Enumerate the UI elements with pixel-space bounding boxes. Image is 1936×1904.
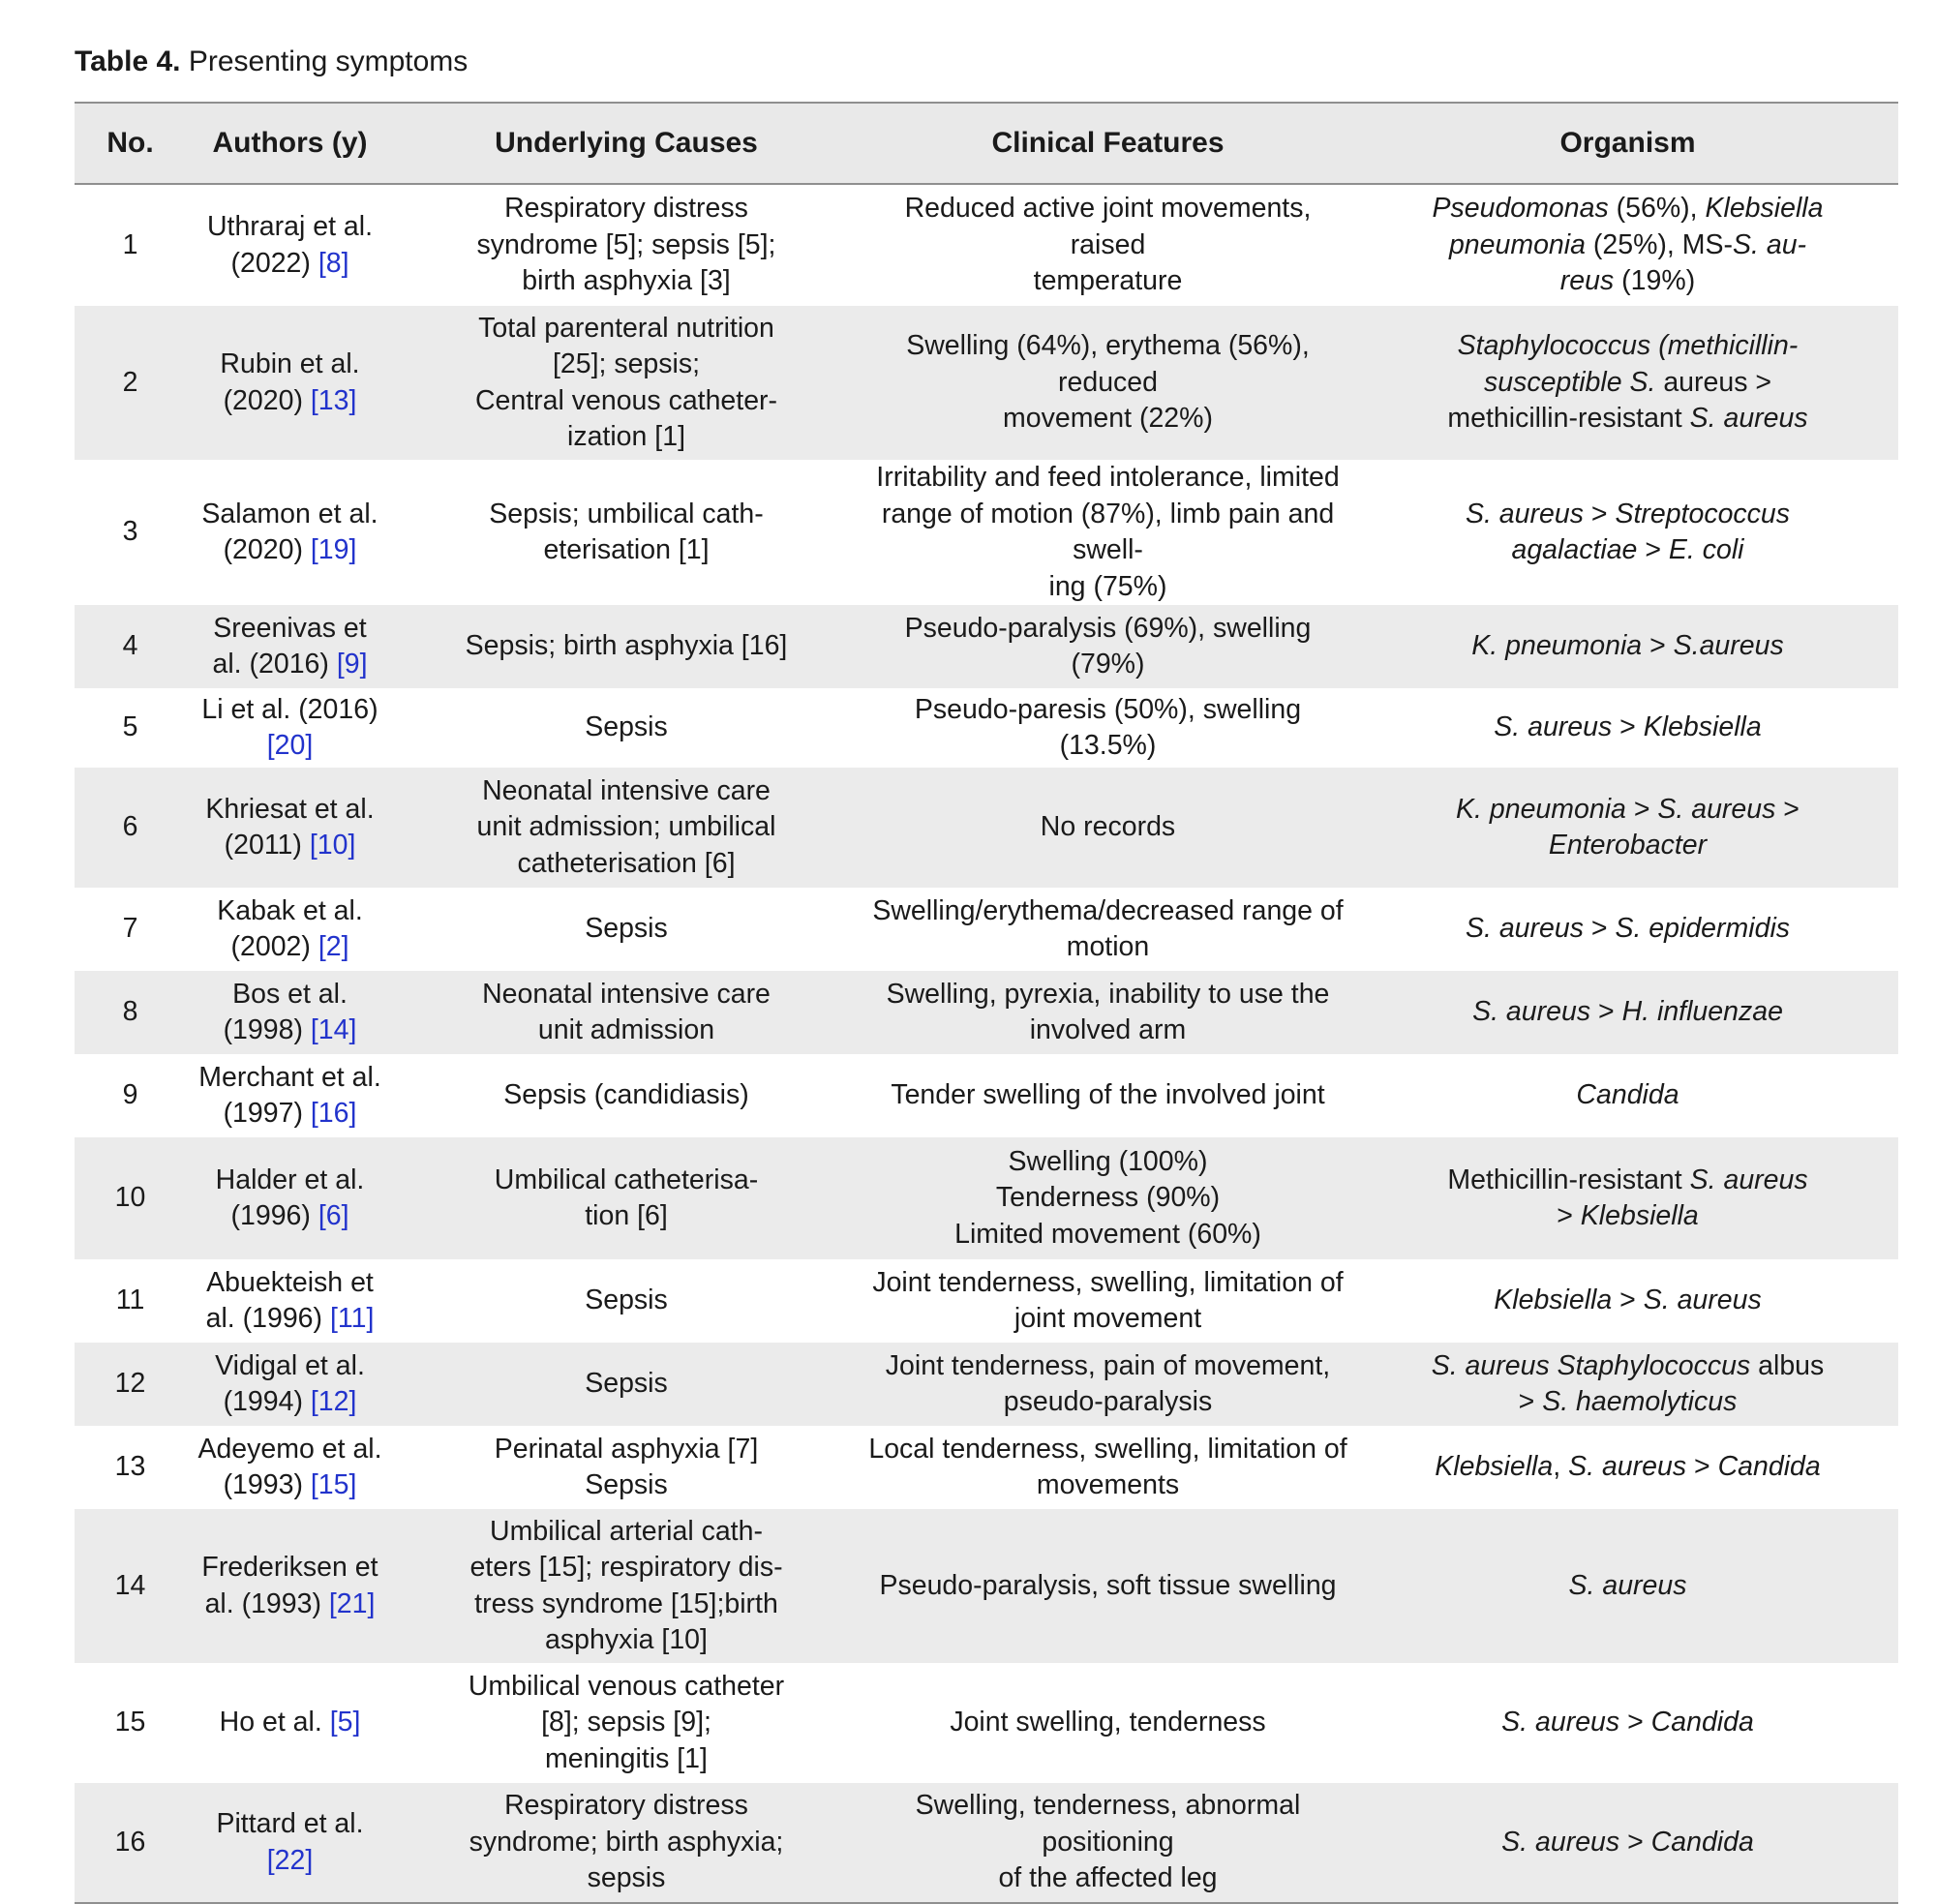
feature-line: Pseudo-paralysis, soft tissue swelling	[879, 1569, 1337, 1601]
organism-name-italic: pneumonia	[1448, 228, 1586, 260]
cause-line: ization [1]	[567, 421, 685, 452]
reference-link[interactable]: [21]	[328, 1587, 376, 1619]
author-cell	[186, 306, 394, 460]
symptoms-table	[75, 102, 1898, 1904]
organism-cell	[1357, 1137, 1898, 1259]
organism-text: >	[1625, 793, 1658, 825]
author-cell	[186, 1783, 394, 1903]
organism-name-italic: S. aureus	[1465, 913, 1584, 945]
organism-cell	[1357, 1426, 1898, 1509]
organism-name-italic: Enterobacter	[1548, 830, 1708, 861]
cause-line: Sepsis	[585, 711, 668, 743]
cause-line: Umbilical arterial cath-	[490, 1515, 763, 1547]
organism-name-italic: reus	[1559, 265, 1615, 297]
author-cell	[186, 184, 394, 306]
author-cell	[186, 1259, 394, 1343]
organism-line	[1367, 401, 1889, 438]
cause-line: Respiratory distress	[504, 1790, 748, 1822]
clinical-features-cell	[859, 971, 1357, 1054]
organism-line	[1367, 1384, 1889, 1421]
underlying-causes-cell	[394, 184, 859, 306]
organism-name-italic: S. aureus	[1501, 1826, 1620, 1858]
feature-line: joint movement	[1013, 1303, 1202, 1334]
organism-text: >	[1518, 1386, 1543, 1417]
cause-line: Respiratory distress	[504, 193, 748, 225]
author-name: Merchant et al. (1997)	[198, 1061, 381, 1129]
organism-cell	[1357, 1259, 1898, 1343]
underlying-causes-cell	[394, 1137, 859, 1259]
table-row	[75, 1426, 1898, 1509]
reference-link[interactable]: [20]	[266, 730, 314, 761]
organism-text: >	[1686, 1451, 1718, 1483]
cause-line: Neonatal intensive care	[482, 774, 771, 806]
cause-line: sepsis	[587, 1862, 666, 1894]
header-organism: Organism	[1357, 103, 1898, 184]
feature-line: Irritability and feed intolerance, limited	[876, 462, 1340, 493]
row-number: 1	[122, 228, 138, 260]
organism-line	[1367, 828, 1889, 864]
row-number: 10	[75, 1137, 186, 1259]
author-name: Uthraraj et al. (2022)	[206, 211, 374, 279]
organism-cell	[1357, 888, 1898, 971]
row-number: 12	[75, 1343, 186, 1426]
table-row	[75, 888, 1898, 971]
organism-name-italic: Pseudomonas	[1432, 193, 1609, 225]
underlying-causes-cell	[394, 460, 859, 605]
table-header	[75, 103, 1898, 184]
underlying-causes-cell	[394, 888, 859, 971]
organism-cell	[1357, 184, 1898, 306]
organism-line	[1367, 532, 1889, 569]
author-cell	[186, 1137, 394, 1259]
reference-link[interactable]: [9]	[336, 649, 368, 680]
author-name: Bos et al. (1998)	[223, 978, 348, 1045]
reference-link[interactable]: [14]	[310, 1014, 357, 1045]
cause-line: syndrome [5]; sepsis [5];	[476, 228, 776, 260]
organism-text: >	[1583, 498, 1616, 529]
reference-link[interactable]: [11]	[329, 1303, 375, 1334]
reference-link[interactable]: [5]	[329, 1707, 361, 1738]
cause-line: Neonatal intensive care	[482, 978, 771, 1010]
header-row	[75, 103, 1898, 184]
feature-line: range of motion (87%), limb pain and swell-	[881, 498, 1335, 565]
organism-name-italic: Candida	[1576, 1079, 1679, 1111]
organism-text: >	[1619, 1826, 1651, 1858]
cause-line: birth asphyxia [3]	[522, 265, 731, 297]
reference-link[interactable]: [15]	[310, 1469, 357, 1500]
feature-line: Pseudo-paresis (50%), swelling (13.5%)	[914, 693, 1302, 761]
organism-line	[1367, 1825, 1889, 1861]
cause-line: [8]; sepsis [9];	[541, 1707, 711, 1738]
organism-text: >	[1583, 913, 1616, 945]
organism-name-italic: Klebsiella	[1580, 1200, 1699, 1231]
symptoms-table-container	[75, 102, 1898, 1904]
clinical-features-cell	[859, 688, 1357, 768]
organism-line	[1367, 365, 1889, 402]
table-row	[75, 1137, 1898, 1259]
organism-line	[1367, 1283, 1889, 1319]
author-cell	[186, 1054, 394, 1137]
organism-name-italic: Candida	[1717, 1451, 1821, 1483]
reference-link[interactable]: [2]	[318, 931, 349, 962]
author-cell	[186, 1509, 394, 1663]
clinical-features-cell	[859, 1509, 1357, 1663]
author-name: Sreenivas et al. (2016)	[212, 612, 367, 680]
table-caption-text: Presenting symptoms	[188, 45, 469, 77]
organism-name-italic: susceptible S.	[1483, 366, 1656, 398]
organism-name-italic: S. aureus	[1568, 1451, 1687, 1483]
organism-name-italic: Klebsiella	[1643, 711, 1762, 743]
author-cell	[186, 1343, 394, 1426]
author-name: Li et al. (2016)	[201, 693, 378, 725]
cause-line: catheterisation [6]	[517, 847, 736, 879]
organism-name-italic: Staphylococcus (methicillin-	[1457, 330, 1799, 362]
row-number: 3	[122, 516, 138, 548]
author-name: Kabak et al. (2002)	[217, 894, 363, 962]
reference-link[interactable]: [8]	[318, 247, 349, 279]
cause-line: Sepsis	[585, 1469, 668, 1500]
author-cell	[186, 1426, 394, 1509]
organism-text: >	[1557, 1200, 1581, 1231]
cause-line: tion [6]	[585, 1200, 668, 1231]
feature-line: Swelling, tenderness, abnormal positioning	[915, 1790, 1301, 1858]
organism-cell	[1357, 605, 1898, 688]
feature-line: motion	[1066, 931, 1150, 962]
organism-text: >	[1637, 534, 1669, 565]
author-cell	[186, 888, 394, 971]
cause-line: Umbilical venous catheter	[468, 1670, 785, 1702]
feature-line: Pseudo-paralysis (69%), swelling (79%)	[904, 612, 1312, 680]
organism-cell	[1357, 1343, 1898, 1426]
clinical-features-cell	[859, 1054, 1357, 1137]
feature-line: movement (22%)	[1003, 403, 1213, 435]
author-name: Pittard et al.	[216, 1808, 364, 1839]
feature-line: Limited movement (60%)	[954, 1218, 1261, 1250]
row-number: 7	[122, 913, 138, 945]
cause-line: Perinatal asphyxia [7]	[494, 1433, 759, 1465]
underlying-causes-cell	[394, 605, 859, 688]
organism-line	[1367, 191, 1889, 227]
clinical-features-cell	[859, 1783, 1357, 1903]
organism-cell	[1357, 1783, 1898, 1903]
table-row	[75, 971, 1898, 1054]
organism-name-italic: S. aureus	[1472, 996, 1591, 1028]
row-number: 4	[75, 605, 186, 688]
author-name: Salamon et al. (2020)	[201, 498, 378, 565]
table-row	[75, 460, 1898, 605]
cause-line: syndrome; birth asphyxia;	[469, 1826, 784, 1858]
table-body	[75, 184, 1898, 1903]
clinical-features-cell	[859, 1663, 1357, 1783]
organism-cell	[1357, 460, 1898, 605]
organism-name-italic: agalactiae	[1511, 534, 1638, 565]
feature-line: involved arm	[1029, 1014, 1187, 1045]
table-row	[75, 605, 1898, 688]
feature-line: Joint swelling, tenderness	[950, 1707, 1266, 1738]
feature-line: Joint tenderness, pain of movement,	[885, 1349, 1331, 1381]
organism-cell	[1357, 1054, 1898, 1137]
clinical-features-cell	[859, 1137, 1357, 1259]
organism-text: >	[1612, 711, 1644, 743]
feature-line: pseudo-paralysis	[1003, 1386, 1213, 1417]
clinical-features-cell	[859, 768, 1357, 888]
organism-name-italic: K. pneumonia	[1471, 630, 1643, 662]
underlying-causes-cell	[394, 1054, 859, 1137]
organism-cell	[1357, 1509, 1898, 1663]
organism-line	[1367, 328, 1889, 365]
underlying-causes-cell	[394, 1509, 859, 1663]
organism-name-italic: S. aureus Staphylococcus	[1431, 1349, 1751, 1381]
clinical-features-cell	[859, 1343, 1357, 1426]
organism-name-italic: S. au-	[1733, 228, 1807, 260]
feature-line: Swelling, pyrexia, inability to use the	[886, 978, 1330, 1010]
underlying-causes-cell	[394, 768, 859, 888]
organism-text: >	[1642, 630, 1674, 662]
reference-link[interactable]: [12]	[310, 1386, 357, 1417]
author-cell	[186, 460, 394, 605]
cause-line: Umbilical catheterisa-	[494, 1164, 759, 1195]
row-number: 6	[75, 768, 186, 888]
feature-line: of the affected leg	[998, 1862, 1218, 1894]
organism-line	[1367, 263, 1889, 300]
organism-line	[1367, 1449, 1889, 1486]
organism-line	[1367, 1198, 1889, 1235]
organism-text: (56%),	[1608, 193, 1706, 225]
feature-line: Local tenderness, swelling, limitation of	[868, 1433, 1347, 1465]
organism-line	[1367, 1568, 1889, 1605]
cause-line: [25]; sepsis;	[552, 348, 701, 379]
author-name: Vidigal et al. (1994)	[215, 1349, 365, 1417]
cause-line: eters [15]; respiratory dis-	[469, 1552, 783, 1583]
organism-cell	[1357, 971, 1898, 1054]
organism-name-italic: S. aureus	[1501, 1707, 1620, 1738]
organism-line	[1367, 1705, 1889, 1741]
organism-name-italic: K. pneumonia	[1456, 793, 1626, 825]
header-authors: Authors (y)	[186, 103, 394, 184]
cause-line: Central venous catheter-	[474, 384, 778, 416]
clinical-features-cell	[859, 888, 1357, 971]
organism-text: >	[1775, 793, 1800, 825]
organism-line	[1367, 497, 1889, 533]
table-row	[75, 1343, 1898, 1426]
row-number: 5	[122, 711, 138, 743]
organism-name-italic: S. haemolyticus	[1542, 1386, 1738, 1417]
cause-line: asphyxia [10]	[545, 1624, 708, 1655]
underlying-causes-cell	[394, 1343, 859, 1426]
organism-text: >	[1619, 1707, 1651, 1738]
cause-line: unit admission	[537, 1014, 715, 1045]
header-underlying-causes: Underlying Causes	[394, 103, 859, 184]
organism-name-italic: H. influenzae	[1621, 996, 1783, 1028]
cause-line: Sepsis; birth asphyxia [16]	[465, 630, 788, 662]
cause-line: Sepsis	[585, 1368, 668, 1400]
reference-link[interactable]: [13]	[310, 384, 357, 416]
table-row	[75, 1054, 1898, 1137]
organism-text: (19%)	[1614, 265, 1696, 297]
organism-name-italic: Klebsiella	[1494, 1284, 1613, 1316]
organism-name-italic: S. epidermidis	[1615, 913, 1791, 945]
cause-line: meningitis [1]	[545, 1742, 708, 1774]
author-name: Halder et al. (1996)	[215, 1164, 365, 1231]
organism-name-italic: S. aureus	[1657, 793, 1776, 825]
organism-cell	[1357, 306, 1898, 460]
table-row	[75, 688, 1898, 768]
cause-line: Total parenteral nutrition	[478, 312, 774, 344]
organism-name-italic: S. aureus	[1643, 1284, 1762, 1316]
cause-line: Sepsis	[585, 913, 668, 945]
author-cell	[186, 1663, 394, 1783]
organism-name-italic: S.aureus	[1673, 630, 1784, 662]
underlying-causes-cell	[394, 1663, 859, 1783]
author-name: Adeyemo et al. (1993)	[197, 1433, 382, 1500]
clinical-features-cell	[859, 460, 1357, 605]
organism-line	[1367, 1163, 1889, 1199]
reference-link[interactable]: [10]	[309, 830, 356, 861]
organism-name-italic: S. aureus	[1494, 711, 1613, 743]
organism-line	[1367, 628, 1889, 665]
author-cell	[186, 768, 394, 888]
organism-text: Methicillin-resistant	[1447, 1164, 1690, 1195]
row-number: 15	[114, 1707, 146, 1738]
organism-name-italic: S. aureus	[1568, 1569, 1687, 1601]
organism-line	[1367, 1077, 1889, 1114]
table-row	[75, 768, 1898, 888]
organism-line	[1367, 710, 1889, 746]
table-row	[75, 1259, 1898, 1343]
cause-line: unit admission; umbilical	[476, 811, 776, 843]
table-row	[75, 306, 1898, 460]
organism-name-italic: Streptococcus	[1615, 498, 1791, 529]
reference-link[interactable]: [22]	[266, 1844, 314, 1876]
feature-line: Tender swelling of the involved joint	[891, 1079, 1325, 1111]
row-number: 13	[114, 1451, 146, 1483]
organism-cell	[1357, 1663, 1898, 1783]
organism-text: >	[1612, 1284, 1644, 1316]
row-number: 14	[75, 1509, 186, 1663]
reference-link[interactable]: [19]	[310, 534, 357, 565]
underlying-causes-cell	[394, 1259, 859, 1343]
author-cell	[186, 688, 394, 768]
organism-name-italic: Candida	[1650, 1826, 1754, 1858]
feature-line: Swelling (100%)	[1008, 1145, 1208, 1177]
table-caption-label: Table 4.	[75, 45, 181, 77]
cause-line: Sepsis (candidiasis)	[503, 1079, 749, 1111]
organism-text: aureus >	[1655, 366, 1772, 398]
header-clinical-features: Clinical Features	[859, 103, 1357, 184]
organism-line	[1367, 792, 1889, 829]
feature-line: Reduced active joint movements, raised	[904, 193, 1312, 260]
feature-line: movements	[1036, 1469, 1180, 1500]
header-no: No.	[75, 103, 186, 184]
author-name: Frederiksen et al. (1993)	[201, 1552, 378, 1619]
clinical-features-cell	[859, 184, 1357, 306]
organism-line	[1367, 227, 1889, 264]
underlying-causes-cell	[394, 1426, 859, 1509]
table-row	[75, 1663, 1898, 1783]
feature-line: Joint tenderness, swelling, limitation of	[872, 1266, 1344, 1298]
row-number: 2	[75, 306, 186, 460]
table-caption	[75, 43, 468, 81]
table-row	[75, 1509, 1898, 1663]
organism-name-italic: Klebsiella	[1705, 193, 1824, 225]
cause-line: Sepsis	[585, 1284, 668, 1316]
feature-line: Swelling/erythema/decreased range of	[872, 894, 1344, 926]
organism-text: >	[1590, 996, 1622, 1028]
organism-text: (25%), MS-	[1585, 228, 1733, 260]
row-number: 11	[115, 1284, 145, 1316]
author-name: Rubin et al. (2020)	[220, 348, 360, 416]
clinical-features-cell	[859, 1259, 1357, 1343]
reference-link[interactable]: [6]	[318, 1200, 349, 1231]
table-row	[75, 1783, 1898, 1903]
organism-line	[1367, 911, 1889, 948]
reference-link[interactable]: [16]	[310, 1098, 357, 1129]
organism-name-italic: S. aureus	[1465, 498, 1584, 529]
organism-line	[1367, 1348, 1889, 1385]
feature-line: temperature	[1033, 265, 1183, 297]
organism-cell	[1357, 768, 1898, 888]
underlying-causes-cell	[394, 306, 859, 460]
organism-name-italic: S. aureus	[1689, 1164, 1808, 1195]
author-name: Abuekteish et al. (1996)	[205, 1266, 374, 1334]
clinical-features-cell	[859, 605, 1357, 688]
underlying-causes-cell	[394, 971, 859, 1054]
feature-line: Tenderness (90%)	[995, 1182, 1221, 1214]
table-row	[75, 184, 1898, 306]
author-cell	[186, 971, 394, 1054]
clinical-features-cell	[859, 1426, 1357, 1509]
author-name: Khriesat et al. (2011)	[205, 793, 375, 861]
organism-line	[1367, 994, 1889, 1031]
organism-text: albus	[1750, 1349, 1825, 1381]
organism-name-italic: Candida	[1650, 1707, 1754, 1738]
row-number: 16	[75, 1783, 186, 1903]
cause-line: Sepsis; umbilical cath-	[489, 498, 764, 529]
feature-line: No records	[1040, 811, 1176, 843]
organism-name-italic: S. aureus	[1689, 403, 1808, 435]
feature-line: ing (75%)	[1048, 570, 1167, 602]
organism-cell	[1357, 688, 1898, 768]
row-number: 9	[122, 1079, 138, 1111]
cause-line: tress syndrome [15];birth	[474, 1587, 778, 1619]
underlying-causes-cell	[394, 688, 859, 768]
row-number: 8	[75, 971, 186, 1054]
organism-text: ,	[1553, 1451, 1569, 1483]
author-name: Ho et al.	[219, 1707, 322, 1738]
clinical-features-cell	[859, 306, 1357, 460]
underlying-causes-cell	[394, 1783, 859, 1903]
cause-line: eterisation [1]	[543, 534, 710, 565]
organism-name-italic: Klebsiella	[1435, 1451, 1554, 1483]
feature-line: Swelling (64%), erythema (56%), reduced	[906, 330, 1310, 398]
author-cell	[186, 605, 394, 688]
organism-name-italic: E. coli	[1668, 534, 1744, 565]
organism-text: methicillin-resistant	[1447, 403, 1690, 435]
